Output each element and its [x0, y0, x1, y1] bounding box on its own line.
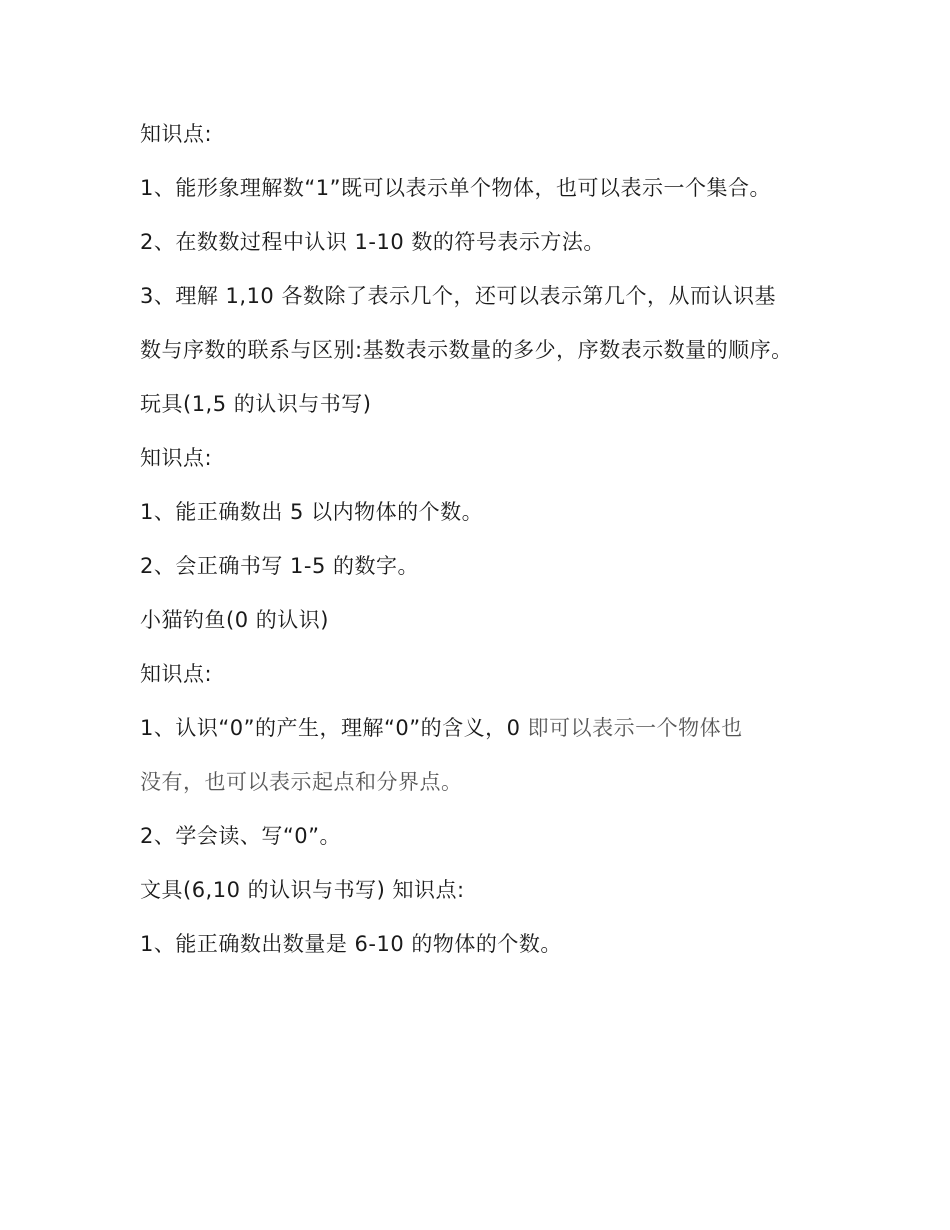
list-item: 1、能形象理解数“1”既可以表示单个物体，也可以表示一个集合。: [140, 176, 771, 200]
heading-knowledge-points: 知识点:: [140, 446, 213, 470]
heading-knowledge-points: 知识点:: [140, 122, 213, 146]
list-item: 2、学会读、写“0”。: [140, 824, 341, 848]
list-item: 1、能正确数出 5 以内物体的个数。: [140, 500, 484, 524]
section-title-toys: 玩具(1,5 的认识与书写): [140, 392, 372, 416]
list-item: 3、理解 1,10 各数除了表示几个，还可以表示第几个，从而认识基: [140, 284, 776, 308]
paragraph: 数与序数的联系与区别:基数表示数量的多少，序数表示数量的顺序。: [140, 338, 793, 362]
heading-knowledge-points: 知识点:: [140, 662, 213, 686]
list-item: 1、认识“0”的产生，理解“0”的含义，0 即可以表示一个物体也: [140, 716, 743, 740]
section-title-kitten-fishing: 小猫钓鱼(0 的认识): [140, 608, 329, 632]
paragraph: 没有，也可以表示起点和分界点。: [140, 770, 463, 794]
section-title-stationery: 文具(6,10 的认识与书写) 知识点:: [140, 878, 465, 902]
list-item: 1、能正确数出数量是 6-10 的物体的个数。: [140, 932, 562, 956]
document-body: [140, 116, 810, 980]
list-item: 2、在数数过程中认识 1-10 数的符号表示方法。: [140, 230, 605, 254]
list-item: 2、会正确书写 1-5 的数字。: [140, 554, 420, 578]
